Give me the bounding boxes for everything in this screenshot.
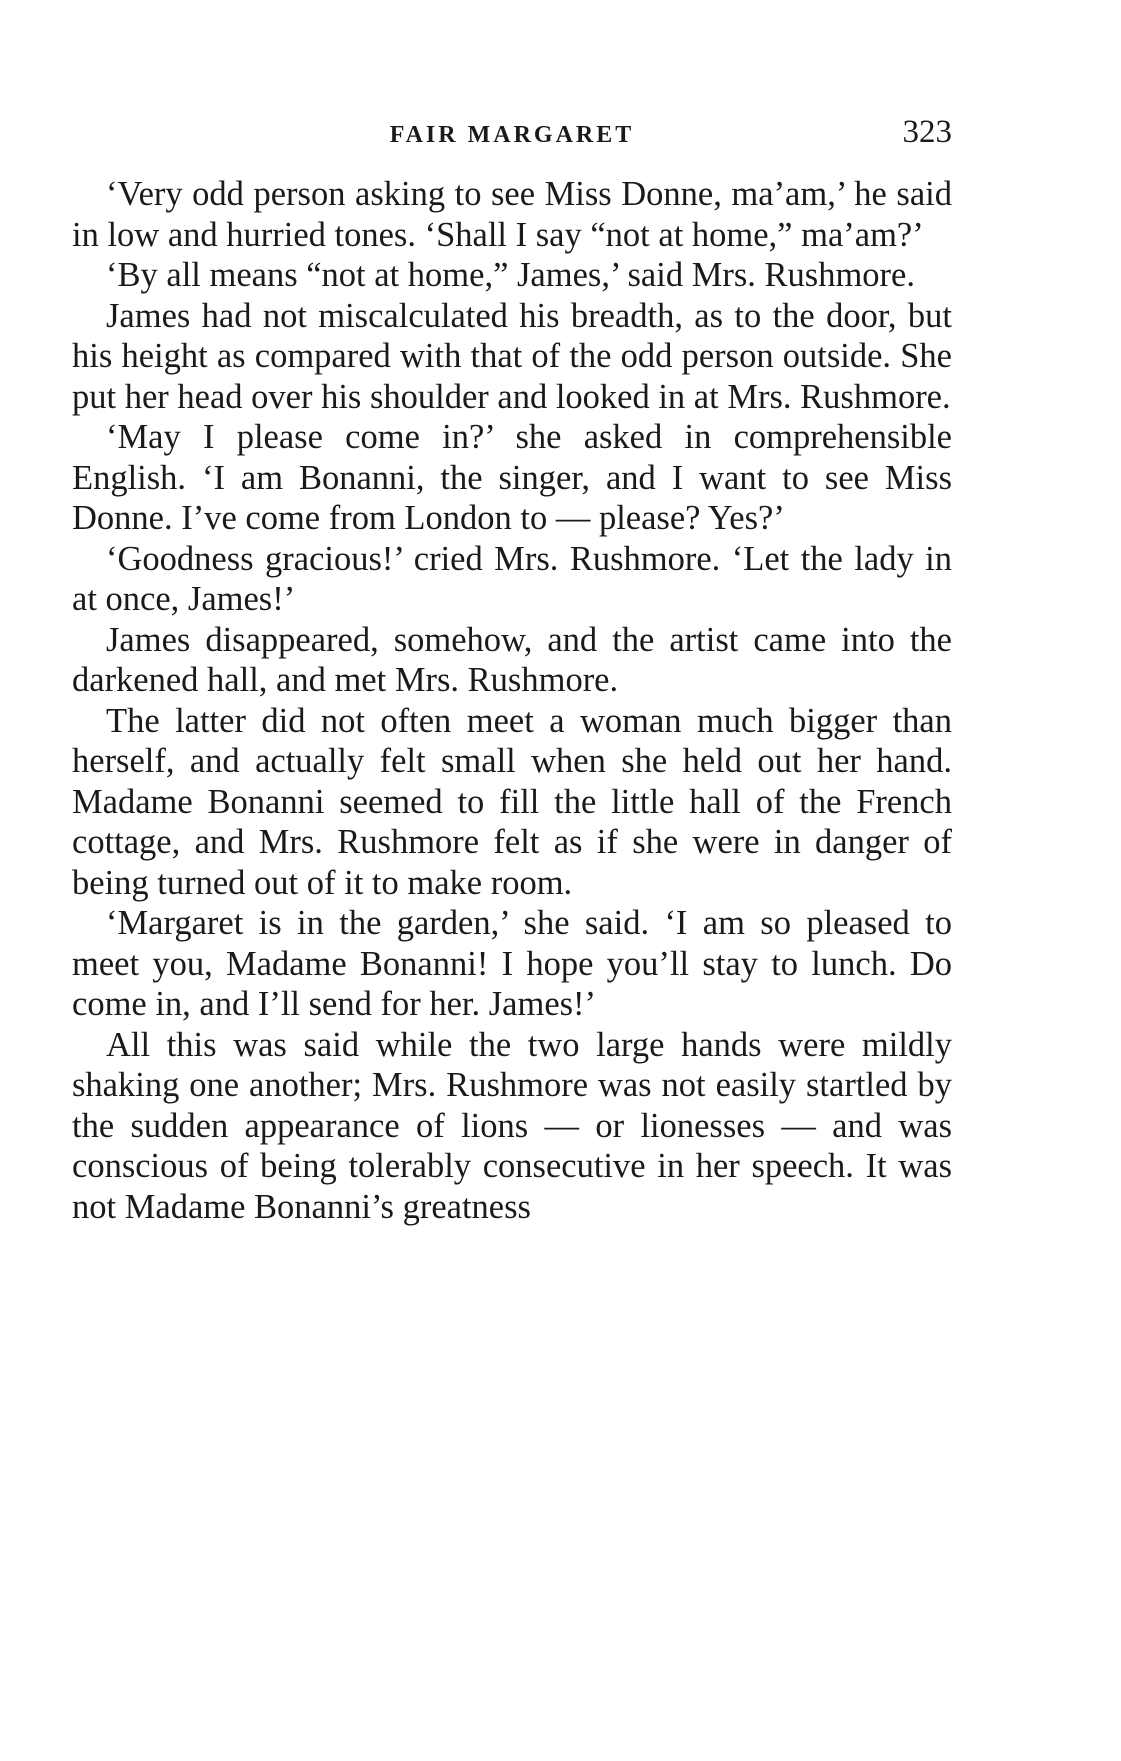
- paragraph: ‘Margaret is in the garden,’ she said. ‘I am so pleased to meet you, Madame Bonanni! I hope you’ll stay to lunch. Do come in, and I’ll send for her. James!’: [72, 904, 952, 1023]
- running-head: [72, 114, 952, 158]
- paragraph: James had not miscalculated his breadth, as to the door, but his height as compared with that of the odd person outside. She put her head over his shoulder and looked in at Mrs. Rushmore.: [72, 296, 952, 416]
- paragraph: James disappeared, somehow, and the artist came into the darkened hall, and met Mrs. Rushmore.: [72, 620, 952, 699]
- paragraph: The latter did not often meet a woman much bigger than herself, and actually felt small when she held out her hand. Madame Bonanni seemed to fill the little hall of the French cottage, and Mrs. Rushmore felt as if she were in danger of being turned out of it to make room.: [72, 701, 952, 902]
- body-text: [72, 174, 952, 1227]
- paragraph: ‘By all means “not at home,” James,’ said Mrs. Rushmore.: [106, 256, 915, 294]
- paragraph: All this was said while the two large hands were mildly shaking one another; Mrs. Rushmore was not easily startled by the sudden appearance of lions — or lionesses — and was conscious of being tolerably consecutive in her speech. It was not Madame Bonanni’s greatness: [72, 1025, 952, 1226]
- paragraph: ‘Goodness gracious!’ cried Mrs. Rushmore. ‘Let the lady in at once, James!’: [72, 539, 952, 618]
- paragraph: ‘May I please come in?’ she asked in comprehensible English. ‘I am Bonanni, the singer, and I want to see Miss Donne. I’ve come from London to — please? Yes?’: [72, 418, 952, 537]
- paragraph: ‘Very odd person asking to see Miss Donne, ma’am,’ he said in low and hurried tones. ‘Shall I say “not at home,” ma’am?’: [72, 175, 952, 254]
- running-title: FAIR MARGARET: [389, 122, 635, 148]
- page-number: 323: [902, 114, 952, 150]
